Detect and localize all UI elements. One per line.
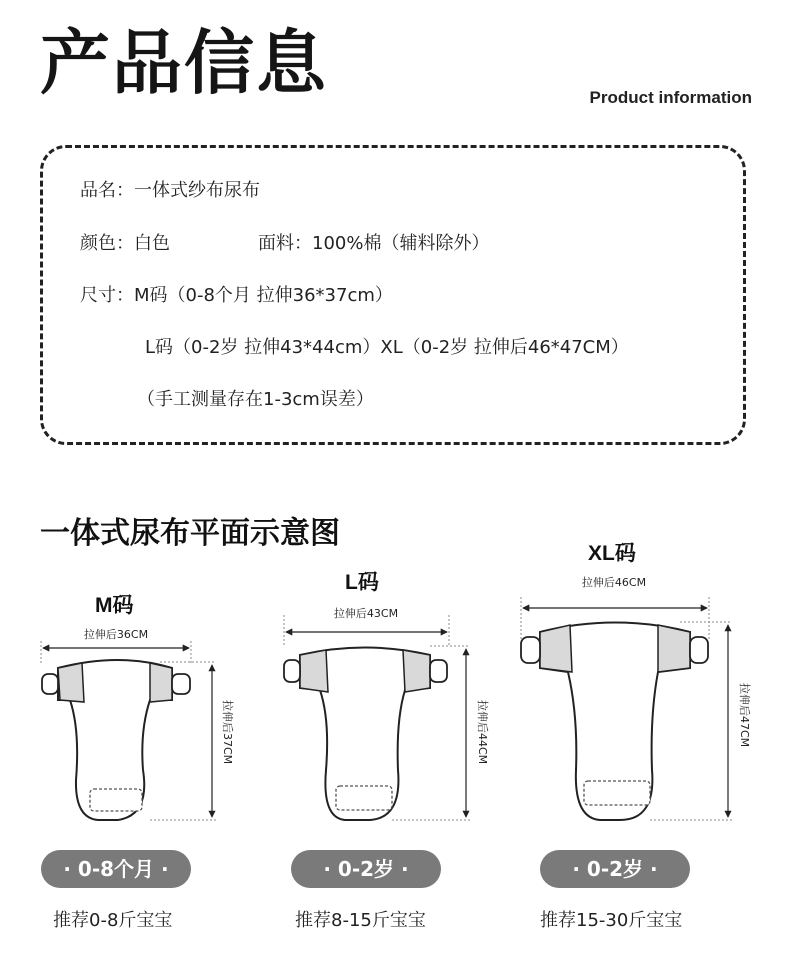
color-value: 白色 — [134, 233, 170, 254]
width-text-m: 拉伸后36CM — [83, 628, 149, 641]
recommend-m: 推荐0-8斤宝宝 — [53, 910, 173, 931]
fabric-value: 100%棉（辅料除外） — [312, 233, 490, 254]
recommend-xl: 推荐15-30斤宝宝 — [540, 910, 683, 931]
product-name-value: 一体式纱布尿布 — [134, 180, 260, 201]
height-text-l: 拉伸后44CM — [476, 700, 489, 765]
age-pill-l: · 0-2岁 · — [291, 850, 441, 888]
size-l-spec: L码（0-2岁 拉伸43*44cm） — [145, 337, 381, 358]
width-text-xl: 拉伸后46CM — [581, 576, 647, 589]
diaper-l-diagram — [284, 606, 490, 820]
diaper-m-diagram — [41, 627, 235, 820]
size-label: 尺寸： — [80, 285, 134, 306]
product-name-label: 品名： — [80, 180, 134, 201]
size-label-xl: XL码 — [588, 542, 636, 565]
fabric-label: 面料： — [258, 233, 312, 254]
age-pill-m: · 0-8个月 · — [41, 850, 191, 888]
height-text-xl: 拉伸后47CM — [738, 683, 751, 748]
size-xl-spec: XL（0-2岁 拉伸后46*47CM） — [380, 337, 629, 358]
page-title: 产品信息 — [40, 22, 328, 104]
age-pill-xl: · 0-2岁 · — [540, 850, 690, 888]
diaper-xl-diagram — [521, 575, 752, 820]
height-text-m: 拉伸后37CM — [221, 700, 234, 765]
width-text-l: 拉伸后43CM — [333, 607, 399, 620]
section-title: 一体式尿布平面示意图 — [40, 516, 340, 551]
page-subtitle: Product information — [589, 88, 752, 107]
recommend-l: 推荐8-15斤宝宝 — [295, 910, 426, 931]
size-m-spec: M码（0-8个月 拉伸36*37cm） — [134, 285, 393, 306]
size-label-l: L码 — [345, 571, 379, 594]
size-label-m: M码 — [95, 594, 134, 617]
measurement-note: （手工测量存在1-3cm误差） — [137, 389, 374, 410]
color-label: 颜色： — [80, 233, 134, 254]
